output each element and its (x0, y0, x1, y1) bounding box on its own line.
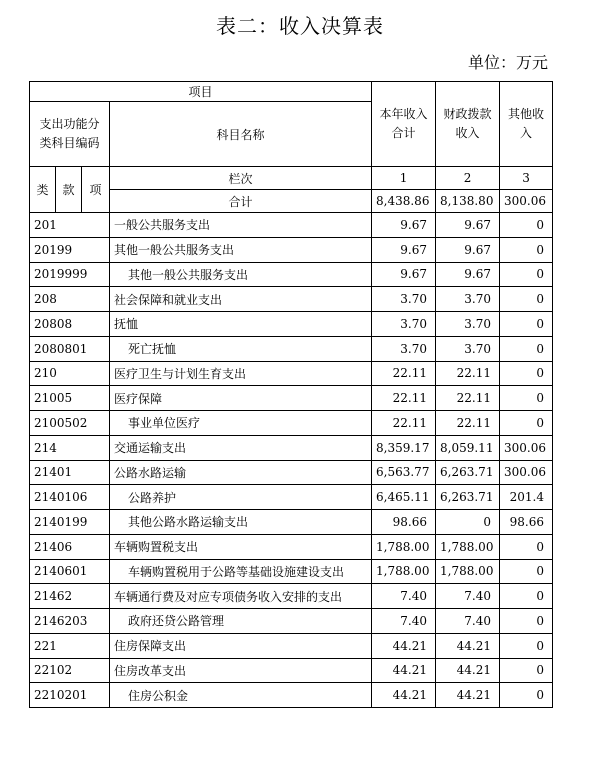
row-col1: 44.21 (372, 683, 436, 708)
row-col1: 1,788.00 (372, 559, 436, 584)
row-code: 2100502 (30, 411, 110, 436)
row-col2: 8,059.11 (436, 435, 500, 460)
row-name: 医疗卫生与计划生育支出 (110, 361, 372, 386)
row-col2: 7.40 (436, 584, 500, 609)
row-col2: 0 (436, 510, 500, 535)
header-code-group: 支出功能分类科目编码 (30, 102, 110, 167)
row-name: 其他公路水路运输支出 (110, 510, 372, 535)
row-code: 208 (30, 287, 110, 312)
income-table (29, 81, 553, 708)
table-row (30, 534, 553, 559)
row-code: 214 (30, 435, 110, 460)
row-name: 其他一般公共服务支出 (110, 262, 372, 287)
row-code: 201 (30, 213, 110, 238)
row-code: 210 (30, 361, 110, 386)
row-code: 2210201 (30, 683, 110, 708)
row-col3: 0 (500, 534, 553, 559)
row-col2: 1,788.00 (436, 534, 500, 559)
row-code: 2080801 (30, 336, 110, 361)
row-col1: 1,788.00 (372, 534, 436, 559)
row-col3: 201.4 (500, 485, 553, 510)
row-col3: 0 (500, 411, 553, 436)
row-col2: 3.70 (436, 312, 500, 337)
row-col2: 6,263.71 (436, 460, 500, 485)
row-col2: 9.67 (436, 262, 500, 287)
row-col3: 0 (500, 361, 553, 386)
row-col2: 22.11 (436, 386, 500, 411)
header-col2: 财政拨款收入 (436, 82, 500, 167)
header-n3: 3 (500, 167, 553, 190)
row-col3: 0 (500, 213, 553, 238)
header-lei: 类 (30, 167, 56, 213)
row-col3: 0 (500, 633, 553, 658)
table-row (30, 262, 553, 287)
row-col1: 3.70 (372, 287, 436, 312)
row-col3: 0 (500, 609, 553, 634)
row-col3: 300.06 (500, 460, 553, 485)
table-row (30, 361, 553, 386)
table-row (30, 287, 553, 312)
table-row (30, 411, 553, 436)
row-col1: 22.11 (372, 411, 436, 436)
row-col1: 6,465.11 (372, 485, 436, 510)
row-col3: 0 (500, 237, 553, 262)
row-col1: 7.40 (372, 584, 436, 609)
total-col3: 300.06 (500, 190, 553, 213)
table-row (30, 658, 553, 683)
row-col3: 0 (500, 262, 553, 287)
row-code: 22102 (30, 658, 110, 683)
row-col2: 9.67 (436, 237, 500, 262)
row-col2: 1,788.00 (436, 559, 500, 584)
row-col1: 6,563.77 (372, 460, 436, 485)
row-col3: 0 (500, 336, 553, 361)
page-title: 表二：收入决算表 (216, 14, 384, 38)
row-col2: 22.11 (436, 361, 500, 386)
table-row (30, 336, 553, 361)
table-row (30, 609, 553, 634)
row-col2: 7.40 (436, 609, 500, 634)
header-xiang: 项 (82, 167, 110, 213)
table-row (30, 559, 553, 584)
row-col1: 9.67 (372, 237, 436, 262)
row-code: 2019999 (30, 262, 110, 287)
header-project: 项目 (30, 82, 372, 102)
row-col3: 0 (500, 584, 553, 609)
row-code: 2140199 (30, 510, 110, 535)
total-label: 合计 (110, 190, 372, 213)
table-row (30, 485, 553, 510)
row-name: 车辆通行费及对应专项债务收入安排的支出 (110, 584, 372, 609)
row-name: 政府还贷公路管理 (110, 609, 372, 634)
table-row (30, 510, 553, 535)
row-name: 社会保障和就业支出 (110, 287, 372, 312)
row-name: 交通运输支出 (110, 435, 372, 460)
row-col1: 8,359.17 (372, 435, 436, 460)
header-lanci: 栏次 (110, 167, 372, 190)
row-code: 20808 (30, 312, 110, 337)
table-row (30, 312, 553, 337)
row-col3: 0 (500, 683, 553, 708)
row-code: 21401 (30, 460, 110, 485)
row-col2: 6,263.71 (436, 485, 500, 510)
row-name: 一般公共服务支出 (110, 213, 372, 238)
row-col1: 22.11 (372, 386, 436, 411)
unit-label: 单位：万元 (467, 53, 548, 72)
row-col2: 3.70 (436, 336, 500, 361)
header-n1: 1 (372, 167, 436, 190)
table-row (30, 633, 553, 658)
header-col3: 其他收入 (500, 82, 553, 167)
row-col3: 0 (500, 559, 553, 584)
header-kuan: 款 (56, 167, 82, 213)
row-col1: 98.66 (372, 510, 436, 535)
row-code: 21406 (30, 534, 110, 559)
row-col1: 9.67 (372, 262, 436, 287)
row-col1: 44.21 (372, 658, 436, 683)
row-col3: 0 (500, 287, 553, 312)
row-name: 车辆购置税支出 (110, 534, 372, 559)
row-col2: 9.67 (436, 213, 500, 238)
row-name: 死亡抚恤 (110, 336, 372, 361)
row-code: 20199 (30, 237, 110, 262)
table-row (30, 213, 553, 238)
row-name: 抚恤 (110, 312, 372, 337)
row-col2: 3.70 (436, 287, 500, 312)
table-row (30, 683, 553, 708)
header-n2: 2 (436, 167, 500, 190)
row-col1: 3.70 (372, 336, 436, 361)
row-name: 住房公积金 (110, 683, 372, 708)
row-col2: 22.11 (436, 411, 500, 436)
table-row (30, 435, 553, 460)
header-name: 科目名称 (110, 102, 372, 167)
row-col2: 44.21 (436, 633, 500, 658)
table-row (30, 584, 553, 609)
row-name: 公路养护 (110, 485, 372, 510)
row-code: 2140601 (30, 559, 110, 584)
row-code: 21462 (30, 584, 110, 609)
header-col1: 本年收入合计 (372, 82, 436, 167)
row-code: 221 (30, 633, 110, 658)
row-name: 事业单位医疗 (110, 411, 372, 436)
row-name: 公路水路运输 (110, 460, 372, 485)
row-col3: 0 (500, 386, 553, 411)
row-name: 医疗保障 (110, 386, 372, 411)
row-name: 住房保障支出 (110, 633, 372, 658)
row-col1: 44.21 (372, 633, 436, 658)
row-col1: 3.70 (372, 312, 436, 337)
row-name: 车辆购置税用于公路等基础设施建设支出 (110, 559, 372, 584)
row-col3: 98.66 (500, 510, 553, 535)
row-col1: 9.67 (372, 213, 436, 238)
table-row (30, 237, 553, 262)
row-code: 2140106 (30, 485, 110, 510)
row-code: 2146203 (30, 609, 110, 634)
row-col3: 0 (500, 658, 553, 683)
row-col3: 300.06 (500, 435, 553, 460)
table-row (30, 460, 553, 485)
row-col3: 0 (500, 312, 553, 337)
total-col2: 8,138.80 (436, 190, 500, 213)
row-name: 住房改革支出 (110, 658, 372, 683)
table-row (30, 386, 553, 411)
row-col1: 22.11 (372, 361, 436, 386)
row-col2: 44.21 (436, 658, 500, 683)
row-code: 21005 (30, 386, 110, 411)
row-col2: 44.21 (436, 683, 500, 708)
row-name: 其他一般公共服务支出 (110, 237, 372, 262)
total-col1: 8,438.86 (372, 190, 436, 213)
row-col1: 7.40 (372, 609, 436, 634)
